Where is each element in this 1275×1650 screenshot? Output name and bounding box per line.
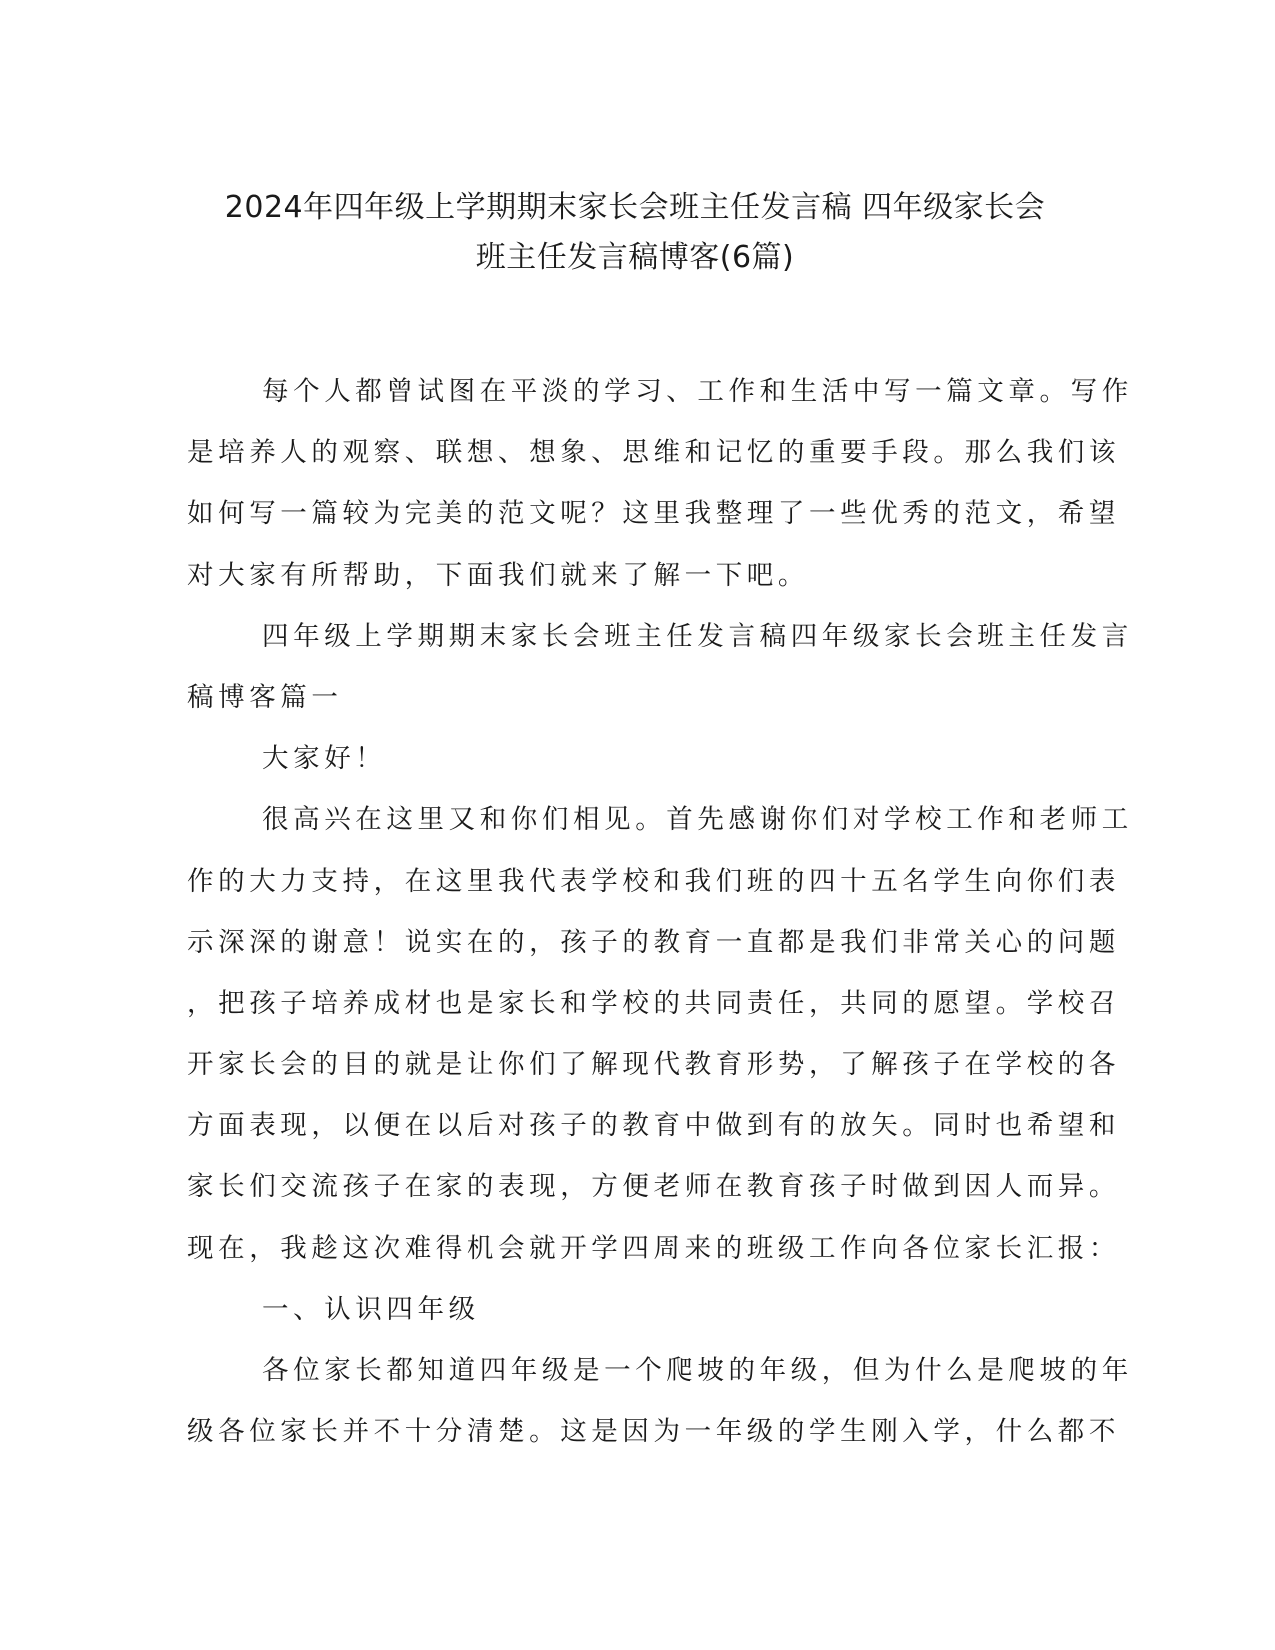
title-line-1: 2024年四年级上学期期末家长会班主任发言稿 四年级家长会	[224, 190, 1046, 225]
paragraph-line: 很高兴在这里又和你们相见。首先感谢你们对学校工作和老师工	[262, 804, 1133, 836]
paragraph-line: 方面表现，以便在以后对孩子的教育中做到有的放矢。同时也希望和	[187, 1110, 1120, 1142]
paragraph-line: 家长们交流孩子在家的表现，方便老师在教育孩子时做到因人而异。	[187, 1171, 1120, 1203]
paragraph-line: 开家长会的目的就是让你们了解现代教育形势，了解孩子在学校的各	[187, 1049, 1120, 1081]
document-title	[175, 183, 1095, 283]
paragraph-line: 级各位家长并不十分清楚。这是因为一年级的学生刚入学，什么都不	[187, 1416, 1120, 1448]
greeting-line: 大家好！	[262, 743, 387, 775]
paragraph-line: 现在，我趁这次难得机会就开学四周来的班级工作向各位家长汇报：	[187, 1232, 1120, 1264]
intro-line: 如何写一篇较为完美的范文呢？这里我整理了一些优秀的范文，希望	[187, 498, 1120, 530]
subheading-line: 一、认识四年级	[262, 1293, 480, 1325]
paragraph-line: 作的大力支持，在这里我代表学校和我们班的四十五名学生向你们表	[187, 865, 1120, 897]
section-heading-line: 四年级上学期期末家长会班主任发言稿四年级家长会班主任发言	[262, 620, 1133, 652]
paragraph-line: ，把孩子培养成材也是家长和学校的共同责任，共同的愿望。学校召	[187, 987, 1120, 1019]
section-heading-line: 稿博客篇一	[187, 681, 343, 713]
intro-line: 每个人都曾试图在平淡的学习、工作和生活中写一篇文章。写作	[262, 376, 1133, 407]
intro-line: 是培养人的观察、联想、想象、思维和记忆的重要手段。那么我们该	[187, 437, 1120, 469]
intro-line: 对大家有所帮助，下面我们就来了解一下吧。	[187, 559, 809, 591]
paragraph-line: 各位家长都知道四年级是一个爬坡的年级，但为什么是爬坡的年	[262, 1355, 1133, 1386]
title-line-2: 班主任发言稿博客(6篇)	[475, 240, 795, 275]
paragraph-line: 示深深的谢意！说实在的，孩子的教育一直都是我们非常关心的问题	[187, 926, 1120, 958]
document-body	[187, 372, 1133, 1473]
